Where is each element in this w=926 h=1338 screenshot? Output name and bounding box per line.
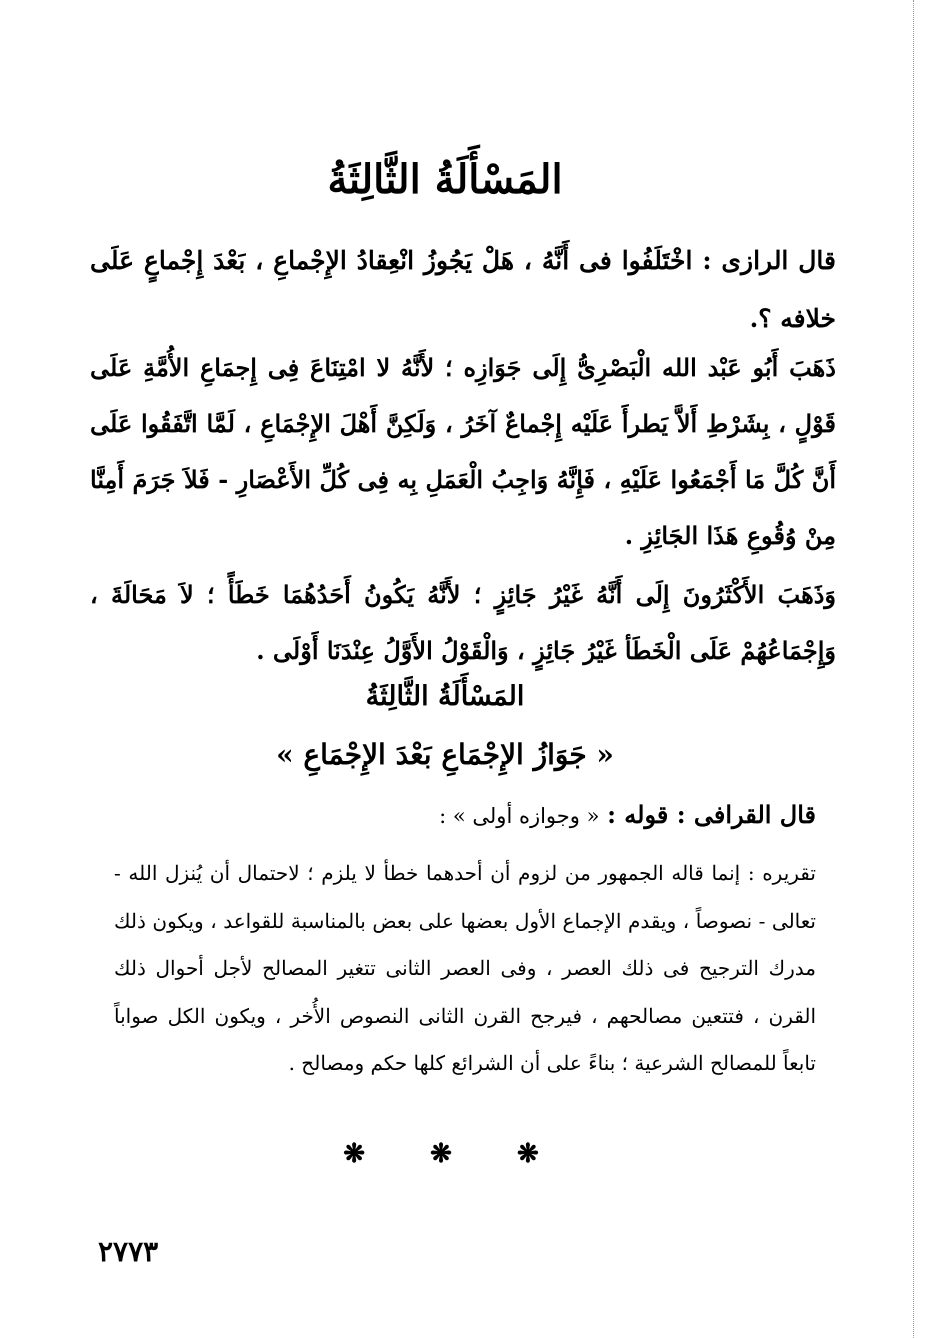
- basri-opinion-text: ذَهَبَ أَبُو عَبْد الله الْبَصْرِىُّ إِلَى جَوَازِه ؛ لأَنَّهُ لا امْتِنَاعَ فِى إِجمَاعِ الأُمَّةِ عَلَى قَوْلٍ ، بِشَرْطِ أَلاَّ يَطرأَ عَلَيْه إِجْماعٌ آخَرُ ، وَلَكِنَّ أَهْلَ الإِجْمَاعِ ، لَمَّا اتَّفَقُوا عَلَى أَنَّ كُلَّ مَا أَجْمَعُوا عَلَيْهِ ، فَإِنَّهُ وَاجِبُ الْعَمَلِ بِه فِى كُلِّ الأَعْصَارِ - فَلاَ جَرَمَ أَمِنَّا مِنْ وُقُوعِ هَذَا الجَائِزِ .: [90, 353, 836, 550]
- basri-opinion-paragraph: [90, 340, 836, 564]
- taqrir-text: تقريره : إنما قاله الجمهور من لزوم أن أحدهما خطأ لا يلزم ؛ لاحتمال أن يُنزل الله - تعالى - نصوصاً ، ويقدم الإجماع الأول بعضها على بعض بالمناسبة للقواعد ، ويكون ذلك مدرك الترجيح فى ذلك العصر ، وفى العصر الثانى تتغير المصالح لأجل أحوال ذلك القرن ، فتتعين مصالحهم ، فيرجح القرن الثانى النصوص الأُخر ، ويكون الكل صواباً تابعاً للمصالح الشرعية ؛ بناءً على أن الشرائع كلها حكم ومصالح .: [114, 861, 816, 1075]
- topic-heading: « جَوَازُ الإِجْمَاعِ بَعْدَ الإِجْمَاعِ »: [276, 738, 614, 771]
- qarafi-quote: « وجوازه أولى » :: [439, 804, 600, 828]
- scan-edge-line: [913, 0, 914, 1338]
- razi-statement-text: قال الرازى : اخْتَلَفُوا فى أَنَّهُ ، هَلْ يَجُوزُ انْعِقادُ الإِجْماعِ ، بَعْدَ إِجْماعٍ عَلَى خلافه ؟.: [90, 246, 836, 333]
- majority-opinion-paragraph: [90, 567, 836, 679]
- razi-statement-paragraph: [90, 232, 836, 348]
- section-divider-ornament: ❋ ❋ ❋: [343, 1139, 567, 1169]
- qarafi-statement-line: [96, 790, 816, 841]
- majority-opinion-text: وَذَهَبَ الأَكْثَرُونَ إِلَى أَنَّهُ غَيْرُ جَائِزٍ ؛ لأَنَّهُ يَكُونُ أَحَدُهُمَا خَطَأً ؛ لاَ مَحَالَةَ ، وَإِجْمَاعُهُمْ عَلَى الْخَطَأ غَيْرُ جَائِزٍ ، وَالْقَوْلُ الأَوَّلُ عِنْدَنَا أَوْلَى .: [90, 580, 836, 665]
- section-heading: المَسْأَلَةُ الثَّالِثَةُ: [365, 681, 525, 712]
- chapter-heading: المَسْأَلَةُ الثَّالِثَةُ: [327, 156, 563, 203]
- taqrir-paragraph: [114, 850, 816, 1088]
- qarafi-label: قال القرافى : قوله :: [607, 800, 816, 829]
- page-number: ٢٧٧٣: [98, 1235, 159, 1268]
